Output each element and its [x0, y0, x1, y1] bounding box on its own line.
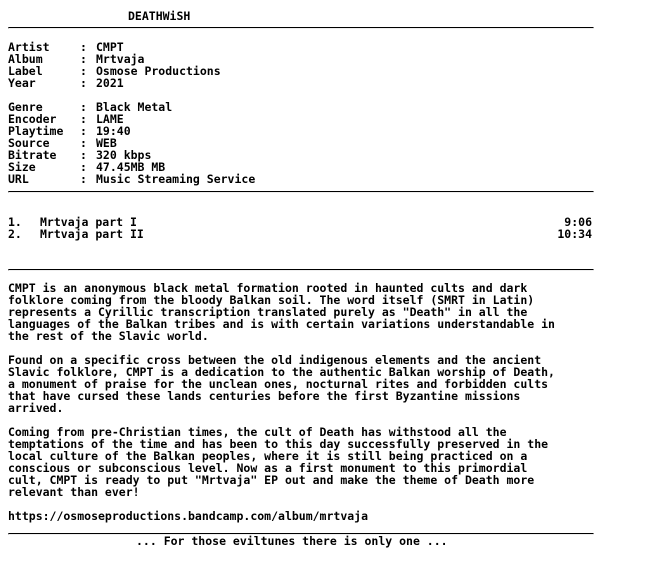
album-link: https://osmoseproductions.bandcamp.com/album/mrtvaja	[8, 509, 369, 523]
info-row-genre: Genre : Black Metal	[8, 100, 173, 114]
info-row-label: Label : Osmose Productions	[8, 64, 221, 78]
track-row: 2. Mrtvaja part II 10:34	[8, 227, 592, 241]
description-paragraph: Coming from pre-Christian times, the cult of Death has withstood all the temptations of the time and has been to this day successfully preserved in the local culture of the Balkan peoples, where it is still being practiced on a conscious or subconscious level. Now as a first monument to this primordial cult, CMPT is ready to put "Mrtvaja" EP out and make the theme of Death more relevant than ever!	[8, 425, 549, 499]
description-paragraph: Found on a specific cross between the old indigenous elements and the ancient Slavic folklore, CMPT is a dedication to the authentic Balkan worship of Death, a monument of praise for the unclean ones, nocturnal rites and forbidden cults that have cursed these lands centuries before the first Byzantine missions arrived.	[8, 353, 555, 415]
info-row-bitrate: Bitrate : 320 kbps	[8, 148, 152, 162]
info-row-encoder: Encoder : LAME	[8, 112, 124, 126]
info-row-year: Year : 2021	[8, 76, 124, 90]
description	[8, 282, 648, 498]
divider	[8, 27, 594, 29]
tracklist	[8, 216, 648, 240]
release-info	[8, 41, 648, 89]
info-row-source: Source : WEB	[8, 136, 117, 150]
info-row-playtime: Playtime : 19:40	[8, 124, 131, 138]
nfo-title: DEATHWiSH	[128, 9, 191, 23]
info-row-album: Album : Mrtvaja	[8, 52, 145, 66]
info-row-artist: Artist : CMPT	[8, 40, 124, 54]
technical-info	[8, 101, 648, 185]
description-paragraph: CMPT is an anonymous black metal formation rooted in haunted cults and dark folklore coming from the bloody Balkan soil. The word itself (SMRT in Latin) represents a Cyrillic transcription translated purely as "Death" in all the languages of the Balkan tribes and is with certain variations understandable in the rest of the Slavic world.	[8, 281, 555, 343]
footer-text: ... For those eviltunes there is only one ...	[136, 534, 448, 548]
info-row-url: URL : Music Streaming Service	[8, 172, 256, 186]
info-row-size: Size : 47.45MB MB	[8, 160, 166, 174]
track-row: 1. Mrtvaja part I 9:06	[8, 215, 592, 229]
